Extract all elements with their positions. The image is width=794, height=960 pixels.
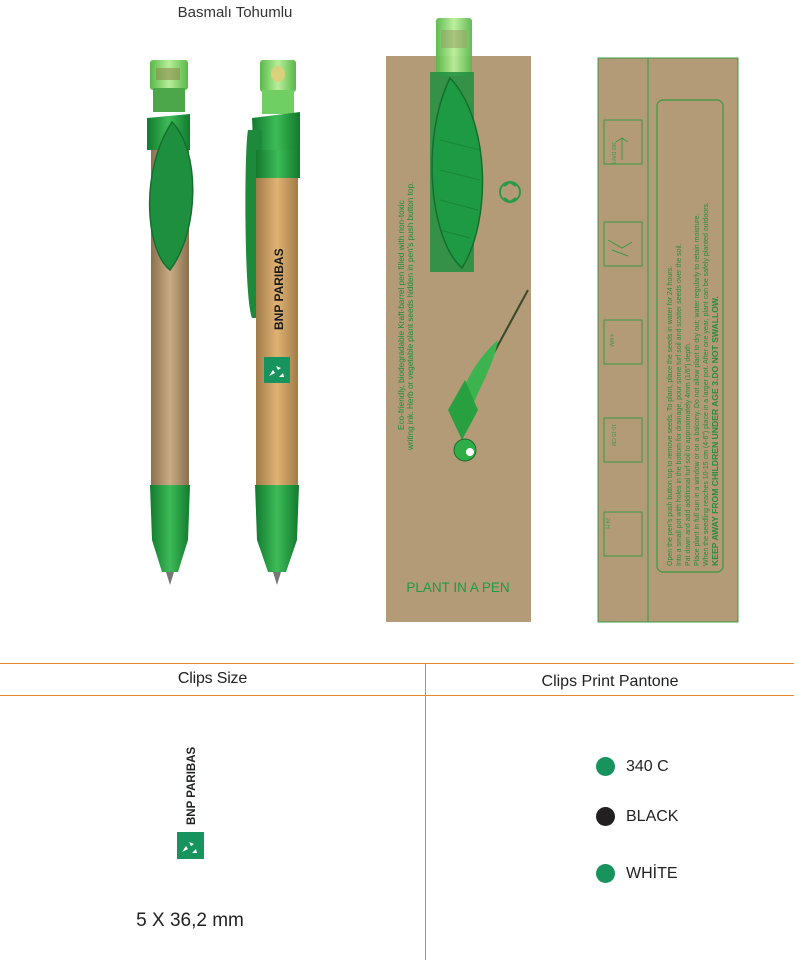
pen-side-view <box>245 60 300 585</box>
pantone-item <box>596 807 678 826</box>
svg-text:4 MM: 4 MM <box>608 334 614 347</box>
sleeve-description-2: writing ink. Herb or vegetable plant seeds hidden in pen's push button top. <box>406 181 415 450</box>
pantone-item <box>596 864 678 883</box>
table-column-divider <box>425 663 426 960</box>
sleeve-back <box>598 58 738 622</box>
color-swatch <box>596 757 615 776</box>
bnp-logo-icon <box>264 357 290 383</box>
clips-size-header: Clips Size <box>177 670 248 687</box>
instruction-line-5: When the seedling reaches 10-15 cm (4-6") place in a larger pot. After one year, plant can be safely planted outdoors. <box>703 202 710 566</box>
svg-text:24 H: 24 H <box>604 518 610 529</box>
clip-brand-text: BNP PARIBAS <box>186 746 198 825</box>
instruction-line-4: Place plant in full sun in a window or on a balcony. Do not allow plant to dry out; water regularly to retain moisture. <box>694 213 701 566</box>
pen-brand-text: BNP PARIBAS <box>272 248 286 330</box>
pantone-label: 340 C <box>626 757 669 775</box>
svg-text:365 DAYS: 365 DAYS <box>610 142 616 165</box>
instruction-line-3: Pat down and add additional turf soil to approximately 4mm (1/6") depth. <box>685 342 692 566</box>
clips-size-value: 5 X 36,2 mm <box>136 910 244 931</box>
color-swatch <box>596 807 615 826</box>
plant-in-a-pen-text: PLANT IN A PEN <box>406 580 510 595</box>
svg-text:10-15 CM: 10-15 CM <box>610 424 616 446</box>
bnp-logo-icon <box>177 832 204 859</box>
warning-text: KEEP AWAY FROM CHILDREN UNDER AGE 3.DO NOT SWALLOW. <box>710 296 720 566</box>
sleeve-front <box>386 18 531 622</box>
color-swatch <box>596 864 615 883</box>
pantone-label: WHİTE <box>626 864 678 882</box>
sleeve-description-1: Eco-friendly, biodegradable Kraft-barrel pen filled with non-toxic <box>397 200 406 430</box>
table-header-border <box>0 695 794 696</box>
clip-logo-preview <box>170 725 210 865</box>
clips-pantone-header: Clips Print Pantone <box>541 673 679 690</box>
pen-front-view <box>147 60 193 585</box>
instruction-line-1: Open the pen's push button top to remove seeds. To plant, place the seeds in water for 24 hours. <box>667 265 674 566</box>
pantone-label: BLACK <box>626 807 679 825</box>
table-top-border <box>0 663 794 664</box>
pantone-item <box>596 757 669 776</box>
page-title: Basmalı Tohumlu <box>177 4 293 21</box>
instruction-line-2: Into a small pot with holes in the bottom for drainage, pour some turf soil and scatter seeds over the soil. <box>676 243 683 566</box>
